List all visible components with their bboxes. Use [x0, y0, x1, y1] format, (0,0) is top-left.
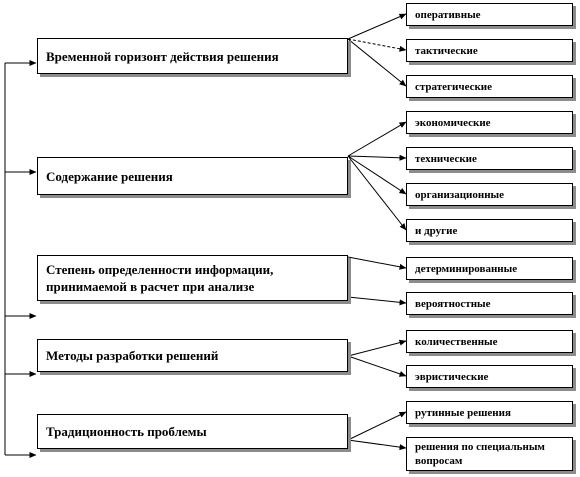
subtype-label: решения по специальным вопросам	[415, 441, 545, 467]
arrow-3-0	[348, 297, 406, 303]
subtype-label: эвристические	[415, 370, 489, 383]
subtype-label: тактические	[415, 44, 478, 57]
subtype-box-strategic	[406, 75, 573, 98]
subtype-label: стратегические	[415, 80, 493, 93]
arrow-1-0	[348, 122, 406, 156]
subtype-box-organizational	[406, 183, 573, 206]
subtype-label: количественные	[415, 335, 498, 348]
subtype-label: экономические	[415, 116, 491, 129]
arrow-0-0	[348, 14, 406, 39]
subtype-box-deterministic	[406, 257, 573, 280]
subtype-box-economic	[406, 111, 573, 134]
category-label: Содержание решения	[46, 168, 173, 184]
category-label: Методы разработки решений	[46, 348, 219, 363]
subtype-box-tactical	[406, 39, 573, 62]
subtype-box-operational	[406, 3, 573, 26]
arrow-1-1	[348, 156, 406, 158]
category-label: Степень определенности информации, принимаемой в расчет при анализе	[46, 262, 274, 294]
subtype-box-routine	[406, 401, 573, 424]
subtype-box-other	[406, 219, 573, 242]
arrow-4-0	[348, 341, 406, 356]
fan-arrows	[348, 14, 406, 448]
subtype-box-special	[406, 437, 573, 471]
category-label: Временной горизонт действия решения	[46, 48, 279, 64]
arrow-2-0	[348, 257, 406, 268]
category-label: Традиционность проблемы	[46, 424, 207, 439]
category-box-methods	[37, 339, 348, 372]
arrow-5-0	[348, 412, 406, 440]
subtype-label: организационные	[415, 188, 505, 201]
subtype-box-heuristic	[406, 365, 573, 388]
subtype-label: и другие	[415, 224, 458, 237]
category-box-content	[37, 157, 348, 195]
arrow-0-1	[348, 39, 406, 50]
subtype-box-technical	[406, 147, 573, 170]
arrow-1-2	[348, 156, 406, 194]
arrow-5-1	[348, 440, 406, 448]
arrow-1-3	[348, 156, 406, 230]
category-box-time-horizon	[37, 38, 348, 74]
subtype-label: оперативные	[415, 8, 481, 21]
subtype-label: детерминированные	[415, 262, 518, 275]
arrow-4-1	[348, 356, 406, 376]
subtype-box-probabilistic	[406, 292, 573, 315]
arrow-0-2	[348, 39, 406, 86]
subtype-label: технические	[415, 152, 477, 165]
subtype-label: рутинные решения	[415, 406, 511, 419]
category-box-tradition	[37, 414, 348, 449]
subtype-label: вероятностные	[415, 297, 491, 310]
subtype-box-quantitative	[406, 330, 573, 353]
category-box-certainty	[37, 255, 348, 301]
